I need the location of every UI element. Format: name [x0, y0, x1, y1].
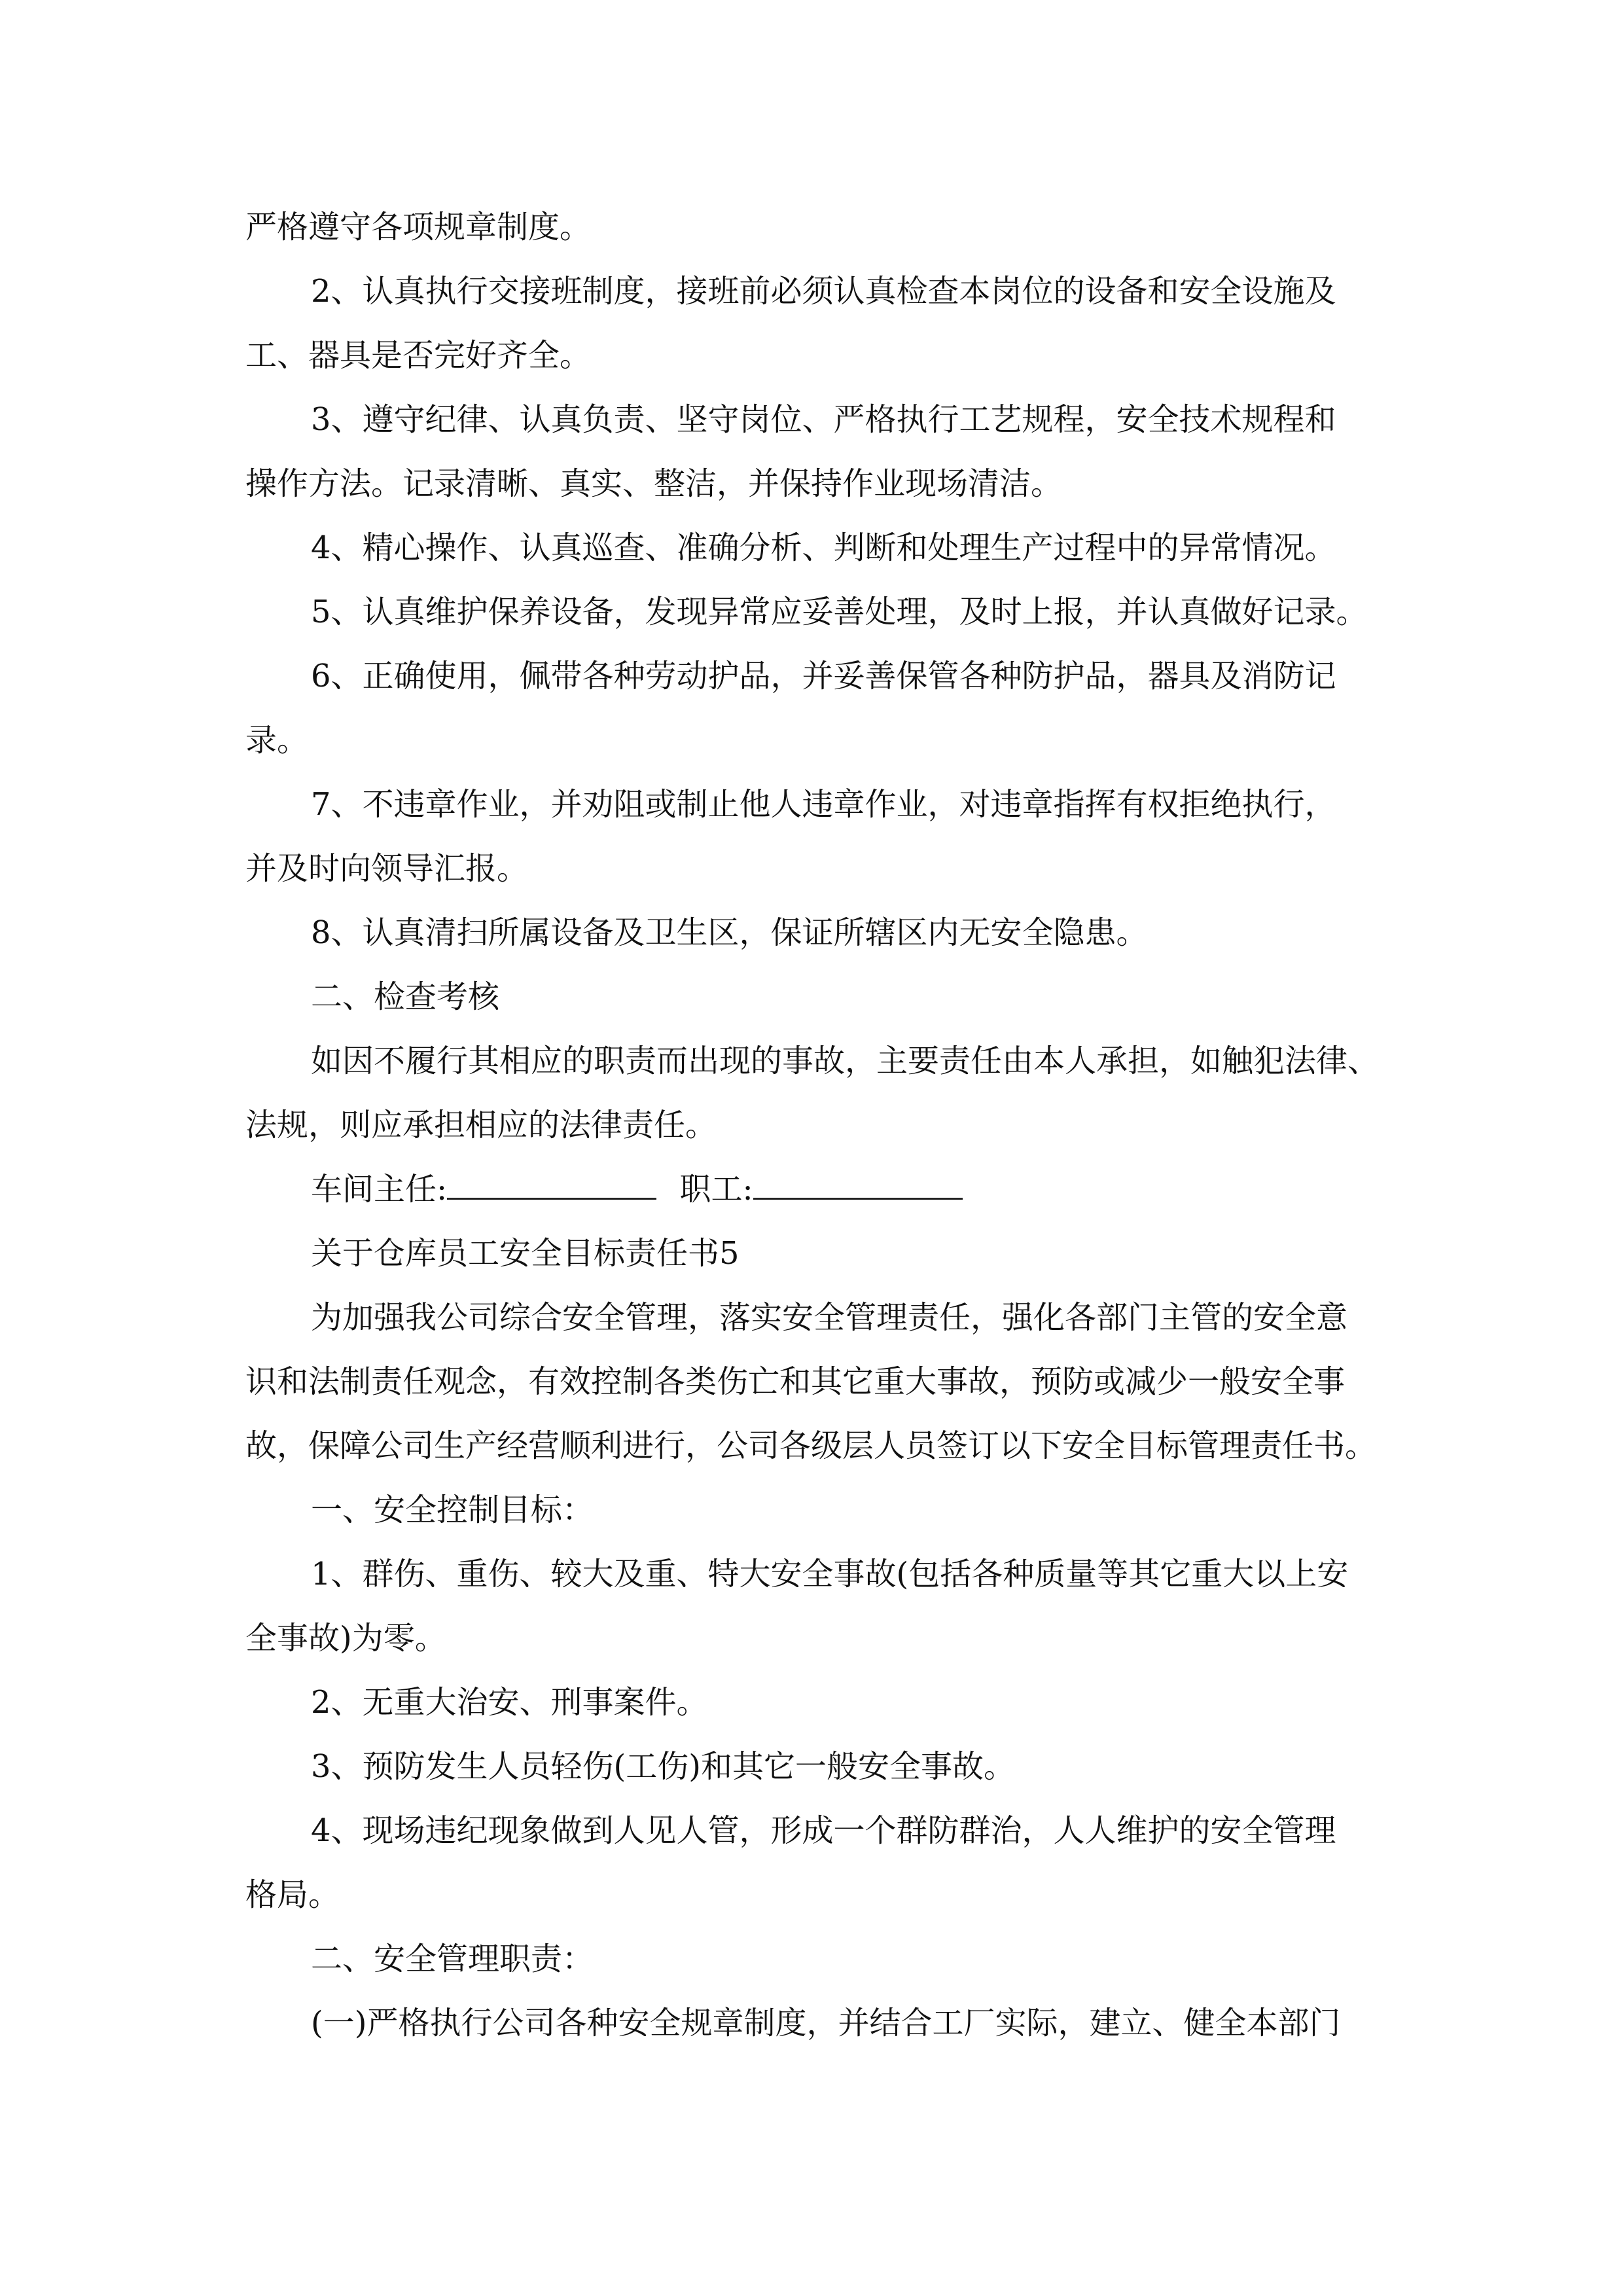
text-line: 法规，则应承担相应的法律责任。: [245, 1107, 717, 1143]
worker-blank: [753, 1172, 963, 1200]
text-line: 4、精心操作、认真巡查、准确分析、判断和处理生产过程中的异常情况。: [311, 529, 1336, 566]
workshop-director-blank: [447, 1172, 656, 1200]
section-heading: 二、安全管理职责：: [311, 1941, 594, 1977]
text-line: 7、不违章作业，并劝阻或制止他人违章作业，对违章指挥有权拒绝执行，: [311, 786, 1336, 823]
text-line: 5、认真维护保养设备，发现异常应妥善处理，及时上报，并认真做好记录。: [311, 594, 1368, 630]
text-line: 全事故)为零。: [245, 1620, 446, 1657]
text-line: 1、群伤、重伤、较大及重、特大安全事故(包括各种质量等其它重大以上安: [311, 1556, 1349, 1592]
text-line: 严格遵守各项规章制度。: [245, 209, 592, 245]
text-line: 识和法制责任观念，有效控制各类伤亡和其它重大事故，预防或减少一般安全事: [245, 1363, 1346, 1400]
text-line: 工、器具是否完好齐全。: [245, 337, 592, 374]
section-heading: 二、检查考核: [311, 978, 500, 1015]
text-line: 并及时向领导汇报。: [245, 850, 529, 887]
text-line: 2、认真执行交接班制度，接班前必须认真检查本岗位的设备和安全设施及: [311, 273, 1336, 310]
document-title: 关于仓库员工安全目标责任书5: [311, 1235, 740, 1272]
worker-label: 职工:: [679, 1171, 753, 1208]
text-line: 8、认真清扫所属设备及卫生区，保证所辖区内无安全隐患。: [311, 914, 1148, 951]
text-line: 如因不履行其相应的职责而出现的事故，主要责任由本人承担，如触犯法律、: [311, 1043, 1380, 1079]
text-line: 3、遵守纪律、认真负责、坚守岗位、严格执行工艺规程，安全技术规程和: [311, 401, 1336, 438]
text-line: 为加强我公司综合安全管理，落实安全管理责任，强化各部门主管的安全意: [311, 1299, 1348, 1336]
text-line: 故，保障公司生产经营顺利进行，公司各级层人员签订以下安全目标管理责任书。: [245, 1427, 1377, 1464]
text-line: 格局。: [245, 1876, 340, 1913]
workshop-director-label: 车间主任:: [311, 1171, 448, 1208]
signature-line: [311, 1168, 963, 1210]
text-line: 3、预防发生人员轻伤(工伤)和其它一般安全事故。: [311, 1748, 1015, 1785]
text-line: 6、正确使用，佩带各种劳动护品，并妥善保管各种防护品，器具及消防记: [311, 658, 1336, 694]
section-heading: 一、安全控制目标：: [311, 1492, 594, 1528]
text-line: 操作方法。记录清晰、真实、整洁，并保持作业现场清洁。: [245, 465, 1063, 502]
text-line: (一)严格执行公司各种安全规章制度，并结合工厂实际，建立、健全本部门: [311, 2005, 1341, 2041]
text-line: 2、无重大治安、刑事案件。: [311, 1684, 708, 1721]
text-line: 录。: [245, 722, 309, 759]
text-line: 4、现场违纪现象做到人见人管，形成一个群防群治，人人维护的安全管理: [311, 1812, 1336, 1849]
